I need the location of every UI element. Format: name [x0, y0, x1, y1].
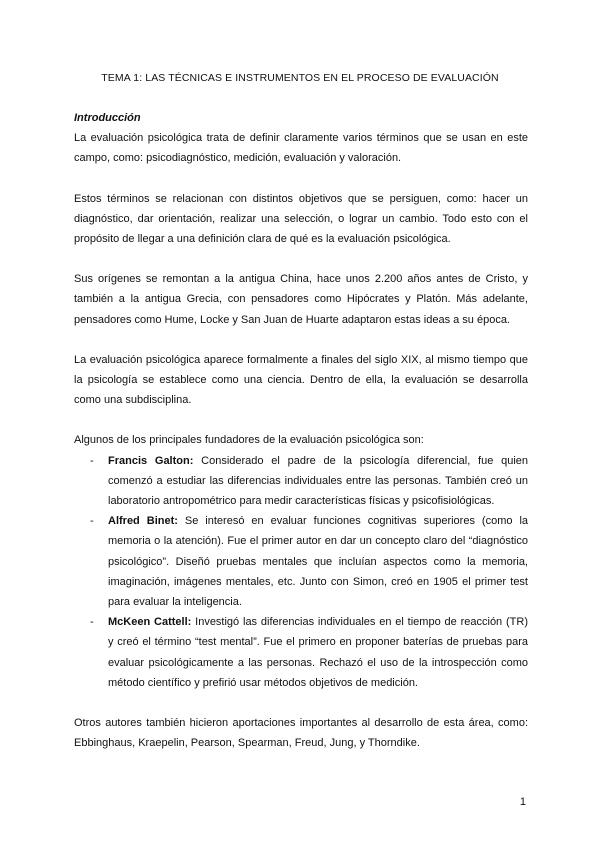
spacer [74, 249, 528, 269]
list-item-binet [74, 511, 528, 612]
list-item-cattell [74, 612, 528, 693]
paragraph-founders-intro: Algunos de los principales fundadores de la evaluación psicológica son: [74, 434, 424, 447]
list-bullet: - [90, 515, 94, 528]
spacer [74, 410, 528, 430]
document-body [74, 108, 528, 753]
founders-list [74, 451, 528, 693]
spacer [74, 330, 528, 350]
paragraph-other-authors: Otros autores también hicieron aportaciones importantes al desarrollo de esta área, como: Ebbinghaus, Kraepelin, Pearson, Spearman, Freud, Jung, y Thorndike. [74, 717, 528, 750]
paragraph-origins: Sus orígenes se remontan a la antigua China, hace unos 2.200 años antes de Cristo, y también a la antigua Grecia, con pensadores como Hipócrates y Platón. Más adelante, pensadores como Hume, Locke y San Juan de Huarte adaptaron estas ideas a su época. [74, 273, 528, 326]
list-bullet: - [90, 454, 94, 467]
author-name: Alfred Binet: [108, 515, 178, 528]
list-bullet: - [90, 616, 94, 629]
spacer [74, 693, 528, 713]
paragraph-definition: La evaluación psicológica trata de definir claramente varios términos que se usan en este campo, como: psicodiagnóstico, medición, evaluación y valoración. [74, 132, 528, 165]
author-description: Considerado el padre de la psicología diferencial, fue quien comenzó a estudiar las diferencias individuales entre las personas. También creó un laboratorio antropométrico para medir características físicas y psicofisiológicas. [108, 454, 529, 508]
author-description: Se interesó en evaluar funciones cognitivas superiores (como la memoria o la atención). Fue el primer autor en dar un concepto claro del “diagnóstico psicológico”. Diseñó pruebas mentales que incluían aspectos como la memoria, imaginación, imágenes mentales, etc. Junto con Simon, creó en 1905 el primer test para evaluar la inteligencia. [108, 515, 529, 609]
spacer [74, 169, 528, 189]
list-item-galton [74, 451, 528, 512]
author-name: Francis Galton: [108, 454, 194, 467]
section-heading: Introducción [74, 112, 141, 124]
page-number: 1 [519, 796, 526, 808]
paragraph-formal-appearance: La evaluación psicológica aparece formalmente a finales del siglo XIX, al mismo tiempo que la psicología se establece como una ciencia. Dentro de ella, la evaluación se desarrolla como una subdisciplina. [74, 353, 528, 407]
page-title: TEMA 1: LAS TÉCNICAS E INSTRUMENTOS EN EL PROCESO DE EVALUACIÓN [101, 72, 499, 84]
author-name: McKeen Cattell: [108, 616, 192, 629]
paragraph-objectives: Estos términos se relacionan con distintos objetivos que se persiguen, como: hacer un diagnóstico, dar orientación, realizar una selección, o lograr un cambio. Todo esto con el propósito de llegar a una definición clara de qué es la evaluación psicológica. [74, 192, 528, 246]
author-description: Investigó las diferencias individuales en el tiempo de reacción (TR) y creó el término “test mental”. Fue el primero en proponer baterías de pruebas para evaluar psicológicamente a las personas. Rechazó el uso de la introspección como método científico y prefirió usar métodos objetivos de medición. [108, 616, 528, 689]
